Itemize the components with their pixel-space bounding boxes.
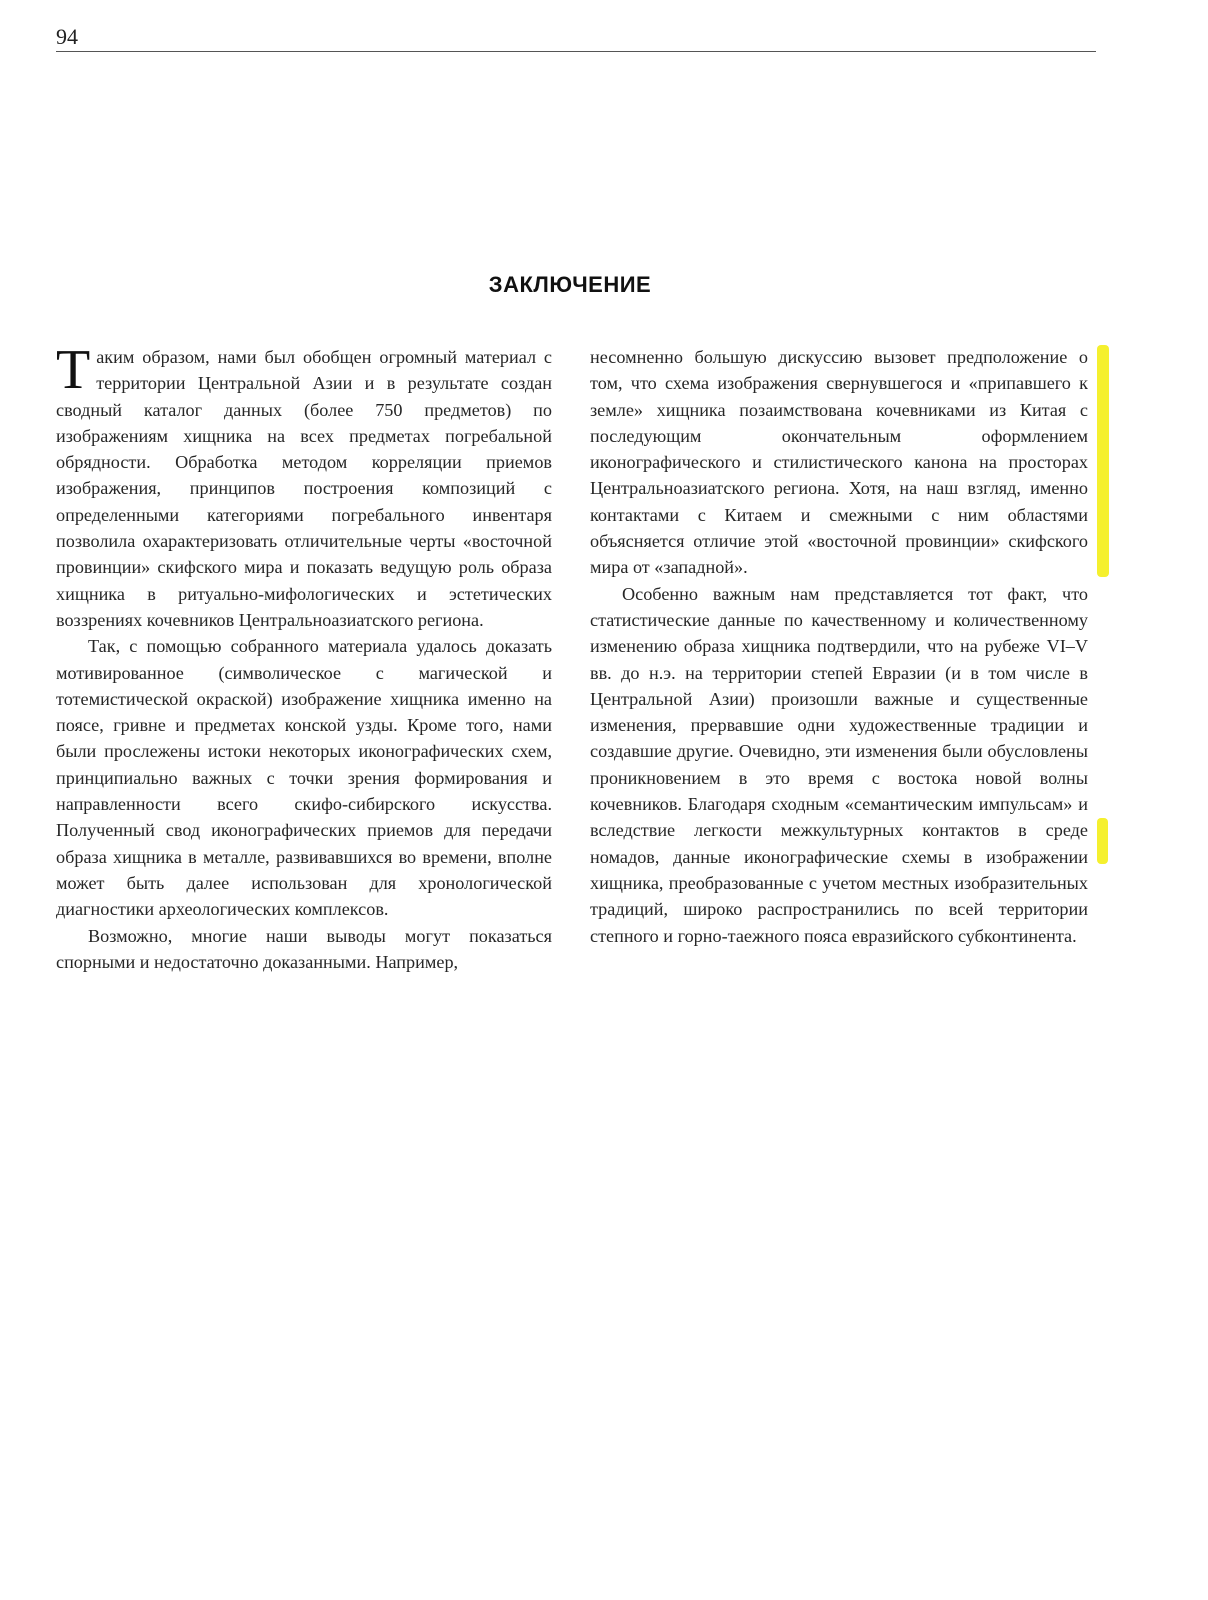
page-number: 94: [56, 24, 78, 49]
paragraph-3: Возможно, многие наши выводы могут показаться спорными и недостаточно доказанными. Например,: [56, 925, 552, 972]
drop-cap: Т: [56, 339, 91, 401]
section-title: ЗАКЛЮЧЕНИЕ: [488, 271, 652, 297]
paragraph-4: Особенно важным нам представляется тот факт, что статистические данные по качественному и количественному изменению образа хищника подтвердили, что на рубеже VI–V вв. до н.э. на территории степей Евразии (и в том числе в Центральной Азии) произошли важные и существенные изменения, прервавшие одни художественные традиции и создавшие другие. Очевидно, эти изменения были обусловлены проникновением в это время с востока новой волны кочевников. Благодаря сходным «семантическим импульсам» и вследствие легкости межкультурных контактов в среде номадов, данные иконографические схемы в изображении хищника, преобразованные с учетом местных изобразительных традиций, широко распространились по всей территории степного и горно-таежного пояса евразийского субконтинента.: [590, 583, 1088, 946]
paragraph-1-text: аким образом, нами был обобщен огромный материал с территории Центральной Азии и в результате создан сводный каталог данных (более 750 предметов) по изображениям хищника на всех предметах погребальной обрядности. Обработка методом корреляции приемов изображения, принципов построения композиций с определенными категориями погребального инвентаря позволила охарактеризовать отличительные черты «восточной провинции» скифского мира и показать ведущую роль образа хищника в ритуально-мифологических и эстетических воззрениях кочевников Центральноазиатского региона.: [56, 347, 552, 630]
paragraph-1: [56, 339, 552, 633]
highlighter-mark: [1097, 818, 1108, 864]
left-column: [56, 339, 552, 975]
paragraph-3-continued: несомненно большую дискуссию вызовет предположение о том, что схема изображения свернувшегося и «припавшего к земле» хищника позаимствована кочевниками из Китая с последующим окончательным оформлением иконографического и стилистического канона на просторах Центральноазиатского региона. Хотя, на наш взгляд, именно контактами с Китаем и смежными с ним областями объясняется отличие этой «восточной провинции» скифского мира от «западной».: [590, 347, 1088, 578]
paragraph-2: Так, с помощью собранного материала удалось доказать мотивированное (символическое с магической и тотемистической окраской) изображение хищника именно на поясе, гривне и предметах конской узды. Кроме того, нами были прослежены истоки некоторых иконографических схем, принципиально важных с точки зрения формирования и направленности всего скифо-сибирского искусства. Полученный свод иконографических приемов для передачи образа хищника в металле, развивавшихся во времени, вполне может быть далее использован для хронологической диагностики археологических комплексов.: [56, 636, 552, 920]
right-column: [590, 344, 1088, 949]
header-rule: [56, 51, 1096, 52]
highlighter-mark: [1097, 345, 1109, 577]
